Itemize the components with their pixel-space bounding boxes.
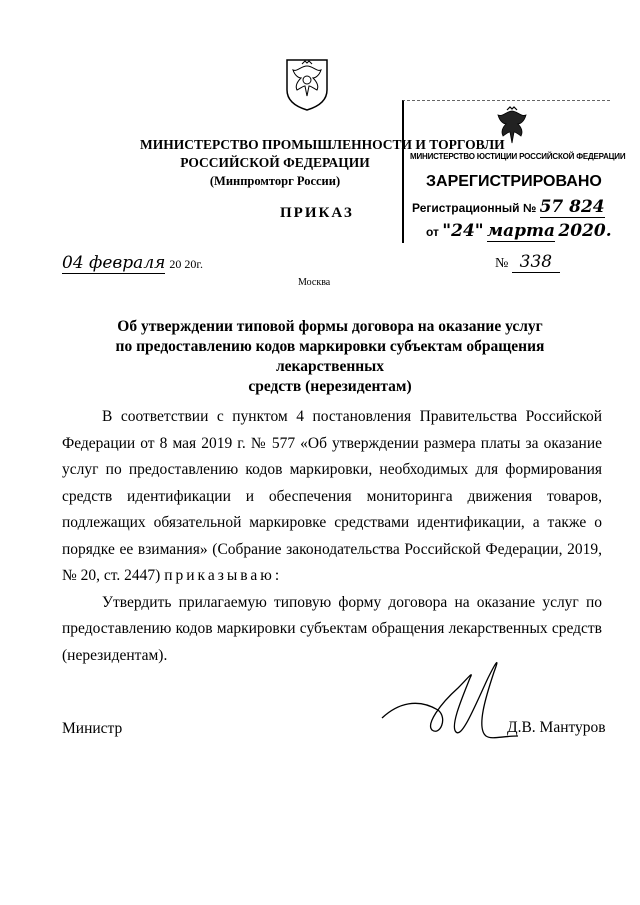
body-paragraph-1 bbox=[62, 404, 602, 590]
stamp-reg-number-row bbox=[412, 197, 605, 218]
stamp-reg-label: Регистрационный № bbox=[412, 201, 537, 215]
document-type: ПРИКАЗ bbox=[280, 205, 354, 221]
stamp-date-day: "24" bbox=[442, 221, 484, 241]
paragraph-1-decree: приказываю: bbox=[164, 567, 283, 584]
order-number bbox=[495, 252, 560, 273]
ministry-name-line1: МИНИСТЕРСТВО ПРОМЫШЛЕННОСТИ И ТОРГОВЛИ bbox=[140, 137, 505, 152]
body-paragraph-2: Утвердить прилагаемую типовую форму договора на оказание услуг по предоставлению кодов маркировки субъектам обращения лекарственных средств (нерезидентам). bbox=[62, 593, 602, 664]
order-date-year: 20 20г. bbox=[169, 257, 203, 271]
stamp-reg-number: 57 824 bbox=[539, 197, 605, 217]
coat-of-arms-emblem bbox=[283, 52, 331, 112]
stamp-eagle-icon bbox=[492, 105, 532, 151]
document-body bbox=[62, 404, 602, 669]
paragraph-1-text: В соответствии с пунктом 4 постановления Правительства Российской Федерации от 8 мая 2019 г. № 577 «Об утверждении размера платы за оказание услуг по предоставлению кодов маркировки, необходимых для формирования средств идентификации и обеспечения мониторинга движения товаров, подлежащих обязательной маркировке средствами идентификации, а также о порядке ее взимания» (Собрание законодательства Российской Федерации, 2019, № 20, ст. 2447) bbox=[62, 408, 602, 584]
ministry-short-name: (Минпромторг России) bbox=[209, 174, 341, 188]
order-number-value: 338 bbox=[512, 252, 560, 273]
registration-stamp bbox=[402, 100, 626, 243]
title-line1: Об утверждении типовой формы договора на оказание услуг bbox=[117, 318, 543, 335]
signatory-position: Министр bbox=[62, 720, 123, 737]
ministry-header bbox=[140, 136, 505, 190]
stamp-date-month: марта bbox=[486, 221, 556, 241]
order-number-label: № bbox=[495, 256, 509, 271]
ministry-name-line2: РОССИЙСКОЙ ФЕДЕРАЦИИ bbox=[180, 155, 370, 170]
document-title bbox=[60, 317, 600, 397]
order-date bbox=[62, 253, 203, 274]
stamp-authority: МИНИСТЕРСТВО ЮСТИЦИИ РОССИЙСКОЙ ФЕДЕРАЦИИ bbox=[410, 152, 626, 161]
stamp-date-year: 2020. bbox=[558, 221, 612, 241]
order-city: Москва bbox=[298, 277, 331, 288]
order-date-handwritten: 04 февраля bbox=[62, 253, 166, 273]
stamp-date-row bbox=[426, 221, 612, 242]
title-line2: по предоставлению кодов маркировки субъектам обращения лекарственных bbox=[115, 338, 545, 375]
stamp-date-prefix: от bbox=[426, 225, 439, 239]
title-line3: средств (нерезидентам) bbox=[248, 378, 412, 395]
stamp-registered: ЗАРЕГИСТРИРОВАНО bbox=[426, 173, 602, 190]
signatory-name: Д.В. Мантуров bbox=[507, 719, 606, 736]
